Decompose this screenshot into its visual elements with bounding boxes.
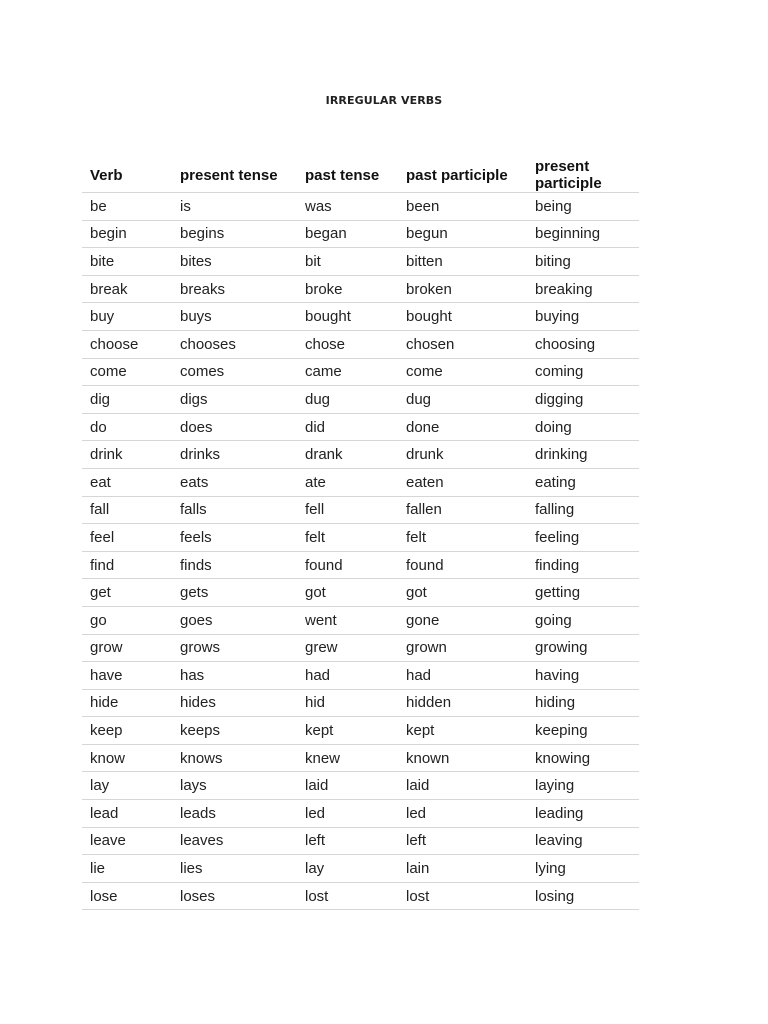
verb-cell: grow [82,634,172,662]
past-participle-cell: broken [398,275,527,303]
past-tense-cell: laid [297,772,398,800]
table-row [82,634,639,662]
present-tense-cell: comes [172,358,297,386]
present-tense-cell: leads [172,800,297,828]
past-participle-cell: felt [398,524,527,552]
present-participle-cell: feeling [527,524,639,552]
table-row [82,855,639,883]
present-tense-cell: bites [172,248,297,276]
present-tense-cell: digs [172,386,297,414]
past-tense-cell: found [297,551,398,579]
past-tense-cell: left [297,827,398,855]
present-tense-cell: buys [172,303,297,331]
header-present-participle: present participle [527,158,639,193]
present-tense-cell: gets [172,579,297,607]
table-row [82,579,639,607]
verb-cell: lie [82,855,172,883]
verb-cell: hide [82,689,172,717]
past-participle-cell: laid [398,772,527,800]
present-tense-cell: drinks [172,441,297,469]
table-row [82,468,639,496]
verb-cell: lay [82,772,172,800]
present-participle-cell: falling [527,496,639,524]
table-row [82,275,639,303]
table-row [82,193,639,221]
past-tense-cell: began [297,220,398,248]
header-past-participle: past participle [398,158,527,193]
verb-cell: eat [82,468,172,496]
present-tense-cell: eats [172,468,297,496]
present-tense-cell: does [172,413,297,441]
verb-cell: go [82,606,172,634]
past-tense-cell: came [297,358,398,386]
verb-cell: keep [82,717,172,745]
present-participle-cell: choosing [527,330,639,358]
present-tense-cell: keeps [172,717,297,745]
past-participle-cell: dug [398,386,527,414]
table-header-row [82,158,639,193]
present-participle-cell: knowing [527,744,639,772]
past-tense-cell: lay [297,855,398,883]
present-participle-cell: doing [527,413,639,441]
present-participle-cell: getting [527,579,639,607]
present-participle-cell: beginning [527,220,639,248]
present-tense-cell: knows [172,744,297,772]
present-participle-cell: growing [527,634,639,662]
verb-cell: feel [82,524,172,552]
present-tense-cell: lies [172,855,297,883]
past-participle-cell: done [398,413,527,441]
past-tense-cell: felt [297,524,398,552]
table-row [82,413,639,441]
past-participle-cell: fallen [398,496,527,524]
verb-cell: break [82,275,172,303]
present-participle-cell: breaking [527,275,639,303]
present-tense-cell: breaks [172,275,297,303]
table-row [82,744,639,772]
present-participle-cell: digging [527,386,639,414]
past-tense-cell: led [297,800,398,828]
table-row [82,303,639,331]
table-row [82,441,639,469]
past-participle-cell: left [398,827,527,855]
present-tense-cell: begins [172,220,297,248]
present-tense-cell: finds [172,551,297,579]
table-row [82,827,639,855]
past-tense-cell: got [297,579,398,607]
past-participle-cell: come [398,358,527,386]
past-participle-cell: gone [398,606,527,634]
verb-cell: bite [82,248,172,276]
table-row [82,386,639,414]
present-tense-cell: leaves [172,827,297,855]
past-participle-cell: been [398,193,527,221]
present-tense-cell: loses [172,882,297,910]
present-tense-cell: falls [172,496,297,524]
past-participle-cell: bought [398,303,527,331]
table-row [82,358,639,386]
past-tense-cell: broke [297,275,398,303]
verb-cell: come [82,358,172,386]
present-tense-cell: has [172,662,297,690]
present-participle-cell: biting [527,248,639,276]
present-participle-cell: laying [527,772,639,800]
verb-cell: be [82,193,172,221]
table-body [82,193,639,910]
past-tense-cell: lost [297,882,398,910]
past-participle-cell: lost [398,882,527,910]
present-participle-cell: leaving [527,827,639,855]
table-row [82,800,639,828]
table-row [82,551,639,579]
past-participle-cell: kept [398,717,527,745]
past-participle-cell: found [398,551,527,579]
present-participle-cell: lying [527,855,639,883]
header-past-tense: past tense [297,158,398,193]
past-tense-cell: drank [297,441,398,469]
document-title: IRREGULAR VERBS [325,94,443,107]
present-tense-cell: hides [172,689,297,717]
past-tense-cell: bought [297,303,398,331]
verb-cell: leave [82,827,172,855]
verb-cell: begin [82,220,172,248]
verb-cell: know [82,744,172,772]
past-participle-cell: grown [398,634,527,662]
verb-cell: choose [82,330,172,358]
verb-cell: drink [82,441,172,469]
verb-cell: find [82,551,172,579]
past-participle-cell: hidden [398,689,527,717]
past-tense-cell: did [297,413,398,441]
header-present-tense: present tense [172,158,297,193]
verb-cell: get [82,579,172,607]
past-tense-cell: ate [297,468,398,496]
table-row [82,717,639,745]
past-participle-cell: chosen [398,330,527,358]
present-tense-cell: grows [172,634,297,662]
table-row [82,496,639,524]
past-tense-cell: dug [297,386,398,414]
verb-cell: lead [82,800,172,828]
table-row [82,689,639,717]
table-row [82,772,639,800]
past-tense-cell: chose [297,330,398,358]
past-tense-cell: had [297,662,398,690]
verb-cell: do [82,413,172,441]
present-tense-cell: goes [172,606,297,634]
table-row [82,220,639,248]
table-row [82,882,639,910]
present-participle-cell: losing [527,882,639,910]
table-row [82,662,639,690]
past-tense-cell: bit [297,248,398,276]
present-participle-cell: eating [527,468,639,496]
past-participle-cell: known [398,744,527,772]
present-tense-cell: feels [172,524,297,552]
header-verb: Verb [82,158,172,193]
present-participle-cell: keeping [527,717,639,745]
past-tense-cell: hid [297,689,398,717]
past-participle-cell: lain [398,855,527,883]
present-participle-cell: being [527,193,639,221]
past-participle-cell: begun [398,220,527,248]
table-row [82,248,639,276]
verb-cell: lose [82,882,172,910]
present-participle-cell: coming [527,358,639,386]
present-participle-cell: having [527,662,639,690]
present-participle-cell: finding [527,551,639,579]
present-tense-cell: is [172,193,297,221]
past-participle-cell: bitten [398,248,527,276]
verb-cell: dig [82,386,172,414]
past-participle-cell: led [398,800,527,828]
past-tense-cell: knew [297,744,398,772]
present-participle-cell: going [527,606,639,634]
table-header [82,158,639,193]
past-tense-cell: kept [297,717,398,745]
table-row [82,606,639,634]
past-participle-cell: had [398,662,527,690]
verb-cell: have [82,662,172,690]
present-participle-cell: drinking [527,441,639,469]
present-participle-cell: leading [527,800,639,828]
past-participle-cell: got [398,579,527,607]
verb-cell: buy [82,303,172,331]
past-tense-cell: grew [297,634,398,662]
irregular-verbs-table [82,158,639,910]
verb-cell: fall [82,496,172,524]
present-tense-cell: chooses [172,330,297,358]
past-tense-cell: went [297,606,398,634]
present-participle-cell: buying [527,303,639,331]
past-participle-cell: eaten [398,468,527,496]
past-participle-cell: drunk [398,441,527,469]
past-tense-cell: was [297,193,398,221]
past-tense-cell: fell [297,496,398,524]
table-row [82,330,639,358]
table-row [82,524,639,552]
present-participle-cell: hiding [527,689,639,717]
present-tense-cell: lays [172,772,297,800]
